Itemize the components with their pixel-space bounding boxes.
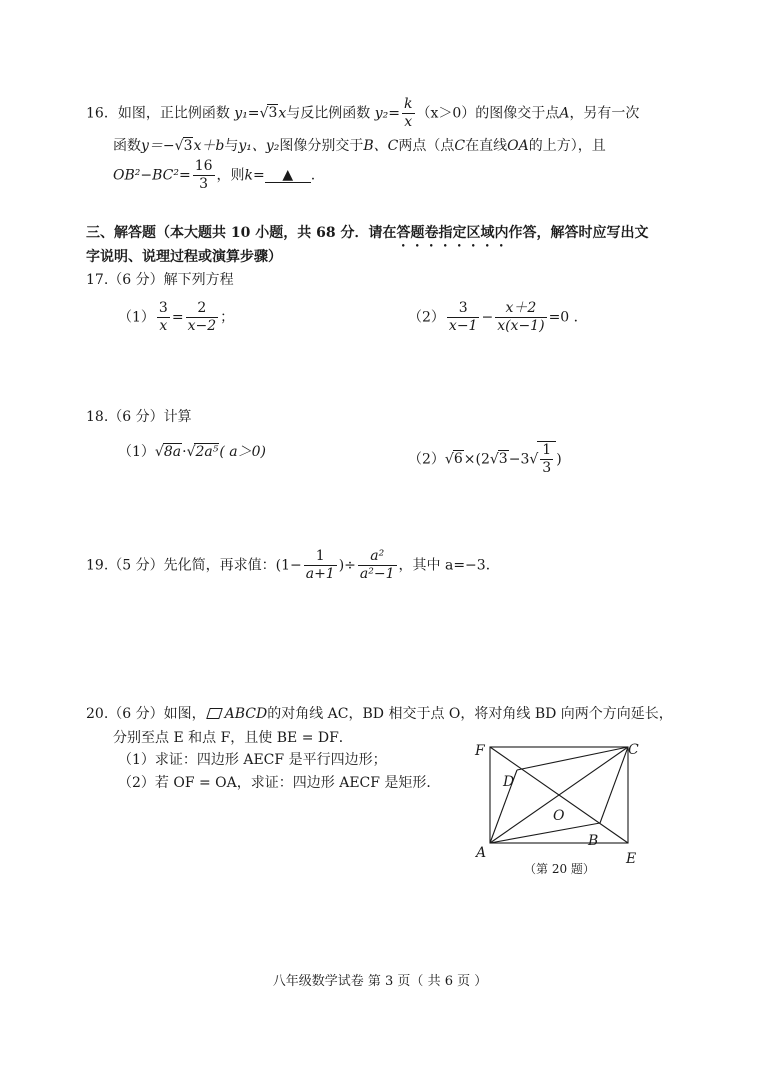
q16-line3: OB²−BC²= $\frac{16}{3}$ ，则k= ▲ . — [113, 158, 316, 192]
q17-part1: （1） $\frac{3}{x}$ = $\frac{2}{x-2}$ ； — [118, 300, 235, 334]
q18-heading: 18.（6 分）计算 — [86, 409, 192, 425]
parallelogram-symbol — [206, 708, 223, 719]
page-footer: 八年级数学试卷 第 3 页（ 共 6 页 ） — [272, 974, 488, 989]
fraction-16-over-3: $\frac{16}{3}$ — [194, 158, 213, 192]
q16-line1: 16．如图，正比例函数 y₁=√3x与反比例函数 y₂= $\frac{k}{x}$ （x＞0）的图像交于点A，另有一次 — [86, 96, 640, 130]
figure-caption: （第 20 题） — [524, 862, 595, 876]
section3-heading: 三、解答题（本大题共 10 小题，共 68 分．请在答题卷指定区域内作答，解答时应写出文 — [86, 225, 649, 241]
q17-part2: （2） $\frac{3}{x-1}$ − $\frac{x+2}{x(x-1)}$ =0 ． — [408, 300, 588, 334]
segment-bc — [600, 747, 628, 823]
label-a: A — [476, 845, 487, 861]
q17-heading: 17.（6 分）解下列方程 — [86, 272, 234, 288]
label-o: O — [553, 808, 565, 824]
segment-ab — [490, 823, 600, 843]
fraction-k-over-x: $\frac{k}{x}$ — [404, 96, 413, 130]
q20-figure — [470, 735, 670, 885]
label-d: D — [503, 774, 515, 790]
q20-line3: （1）求证：四边形 AECF 是平行四边形； — [118, 752, 387, 768]
answer-blank-q16: ▲ — [265, 168, 311, 183]
q19-line: 19.（5 分）先化简，再求值：(1− $\frac{1}{a+1}$ )÷ $\frac{\text{a²}}{\text{a²−1}}$ ，其中 a=−3． — [86, 548, 500, 582]
q18-part2: （2）√6×(2√3−3√ $\frac{1}{3}$ ) — [408, 442, 562, 476]
q20-line1: 20.（6 分）如图， ABCD的对角线 AC，BD 相交于点 O，将对角线 BD 向两个方向延长， — [86, 706, 673, 722]
q18-part1: （1）√8a·√2a⁵( a＞0) — [118, 444, 266, 460]
label-f: F — [475, 743, 485, 759]
label-e: E — [626, 851, 637, 867]
label-b: B — [588, 833, 599, 849]
q20-line4: （2）若 OF = OA，求证：四边形 AECF 是矩形． — [118, 775, 441, 791]
section3-heading-cont: 字说明、说理过程或演算步骤） — [86, 249, 282, 265]
q20-line2: 分别至点 E 和点 F，且使 BE = DF． — [113, 730, 353, 746]
q16-line2: 函数y＝−√3x＋b与y₁、y₂图像分别交于B、C两点（点C在直线OA的上方），且 — [113, 138, 606, 154]
label-c: C — [628, 742, 639, 758]
